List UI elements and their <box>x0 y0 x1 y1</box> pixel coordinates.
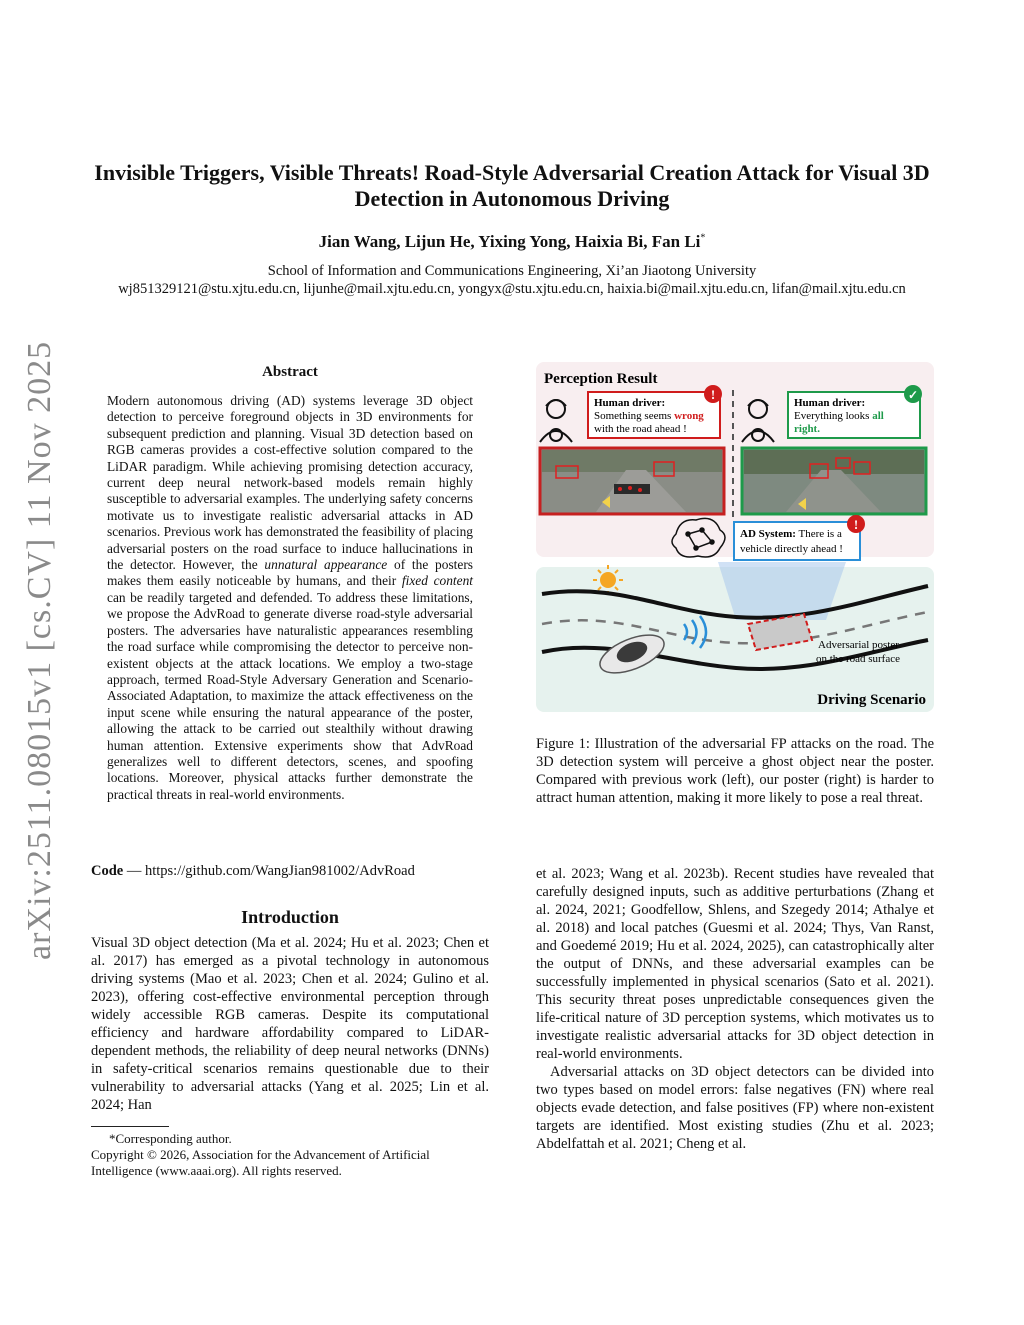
footnote-copyright: Copyright © 2026, Association for the Advancement of Artificial Intelligence (www.aaai.org). All rights reserved. <box>91 1147 430 1178</box>
abstract-part-1: Modern autonomous driving (AD) systems leverage 3D object detection to perceive foreground objects in 3D environments for subsequent prediction and planning. Visual 3D detection based on RGB cameras provides a cost-effective solution compared to the LiDAR paradigm. While achieving promising detection accuracy, current deep neural network-based models remain highly susceptible to adversarial examples. The underlying safety concerns motivate us to investigate realistic adversarial attacks in AD scenarios. Previous work has demonstrated the feasibility of placing adversarial posters on the road surface to induce hallucinations in the detector. However, the <box>107 393 473 573</box>
code-label: Code <box>91 863 124 879</box>
poster-label-line-2: on the road surface <box>816 653 900 665</box>
abstract-emphasis-2: fixed content <box>401 573 473 589</box>
right-paragraph-1: et al. 2023; Wang et al. 2023b). Recent studies have revealed that carefully designed inputs, such as additive perturbations (Zhang et al. 2024, 2021; Goodfellow, Shlens, and Szegedy 2014; Athalye et al. 2018) and local patches (Guesmi et al. 2024; Thys, Van Ranst, and Goedemé 2019; Hu et al. 2024, 2025), can catastrophically alter the output of DNNs, and these adversarial examples can be successfully implemented in physical scenarios (Sato et al. 2021). This security threat poses unpredictable consequences given the life-critical nature of 3D perception systems, which motivates us to investigate realistic adversarial attacks for 3D object detection in real-world environments. <box>536 866 934 1062</box>
left-bubble-line-1 <box>594 410 704 422</box>
footnote-corresponding: *Corresponding author. <box>109 1131 232 1146</box>
right-column-text <box>536 865 934 1185</box>
right-bubble-text: Everything looks <box>794 410 870 422</box>
right-bubble-line-1 <box>794 410 884 422</box>
right-bubble-line-2: right. <box>794 423 820 435</box>
left-driver-bubble <box>588 385 722 438</box>
footnote <box>91 1131 489 1179</box>
right-paragraph-2: Adversarial attacks on 3D object detectors can be divided into two types based on model errors: false negatives (FN) where real objects evade detection, and false positives (FP) where non-existent targets are identified. Most existing studies (Zhu et al. 2023; Abdelfattah et al. 2021; Cheng et al. <box>536 1064 934 1152</box>
footnote-rule <box>91 1126 169 1127</box>
right-bubble-all: all <box>872 410 884 422</box>
camera-image-right <box>742 448 926 514</box>
figure-1-illustration <box>536 362 934 712</box>
warning-mark-ad: ! <box>853 517 859 532</box>
ad-bubble-line-2: vehicle directly ahead ! <box>740 543 843 555</box>
abstract-part-3: can be readily targeted and defended. To address these limitations, we propose the AdvRoad to generate diverse road-style adversarial posters. The adversaries have naturalistic appearances resembling the road surface while compromising the detector to perceive non-existent objects at the attack locations. We employ a two-stage approach, termed Road-Style Adversary Generation and Scenario-Associated Adaptation, to maximize the attack effectiveness on the input scene while ensuring the natural appearance of the poster, allowing the attack to be carried out stealthily without drawing human attention. Extensive experiments show that AdvRoad generalizes well to different detectors, scenes, and spoofing locations. Moreover, physical attacks further demonstrate the practical threats in real-world environments. <box>107 589 473 802</box>
ad-system-bubble <box>734 515 865 560</box>
abstract-part-2: of the posters makes them easily noticeable by humans, and their <box>107 557 473 589</box>
code-link[interactable]: — https://github.com/WangJian981002/AdvRoad <box>123 863 415 879</box>
code-line <box>91 863 489 880</box>
right-driver-bubble <box>788 385 922 438</box>
ad-bubble-title: AD System: <box>740 528 796 540</box>
left-bubble-line-2: with the road ahead ! <box>594 423 687 435</box>
poster-label-line-1: Adversarial poster <box>818 639 899 651</box>
introduction-text: Visual 3D object detection (Ma et al. 2024; Hu et al. 2023; Chen et al. 2017) has emerged as a pivotal technology in autonomous driving systems (Mao et al. 2023; Chen et al. 2024; Gulino et al. 2023), offering cost-effective environmental perception through widely accessible RGB cameras. Despite its computational efficiency and hardware affordability compared to LiDAR-dependent methods, the reliability of deep neural networks (DNNs) in safety-critical scenarios remains questionable due to their vulnerability to adversarial attacks (Yang et al. 2025; Lin et al. 2024; Han <box>91 935 489 1113</box>
scenario-title: Driving Scenario <box>817 692 926 708</box>
abstract-emphasis-1: unnatural appearance <box>264 557 388 573</box>
perception-title: Perception Result <box>544 371 658 387</box>
camera-image-left <box>540 448 724 514</box>
author-list <box>90 232 934 252</box>
author-names: Jian Wang, Lijun He, Yixing Yong, Haixia Bi, Fan Li <box>318 232 701 251</box>
figure-1 <box>536 362 934 712</box>
warning-mark-left: ! <box>710 387 716 402</box>
affiliation: School of Information and Communications Engineering, Xi’an Jiaotong University <box>267 263 757 279</box>
check-mark-right: ✓ <box>907 388 919 402</box>
left-bubble-title: Human driver: <box>594 397 666 409</box>
left-bubble-text: Something seems <box>594 410 672 422</box>
author-emails: wj851329121@stu.xjtu.edu.cn, lijunhe@mail.xjtu.edu.cn, yongyx@stu.xjtu.edu.cn, haixia.bi@mail.xjtu.edu.cn, lifan@mail.xjtu.edu.cn <box>118 281 906 297</box>
affiliation-block <box>90 262 934 298</box>
abstract-heading: Abstract <box>262 364 318 380</box>
ad-bubble-line-1 <box>740 528 842 540</box>
paper-title: Invisible Triggers, Visible Threats! Road-Style Adversarial Creation Attack for Visual 3D Detection in Autonomous Driving <box>94 160 930 211</box>
figure-caption: Figure 1: Illustration of the adversarial FP attacks on the road. The 3D detection system will perceive a ghost object near the poster. Compared with previous work (left), our poster (right) is harder to attract human attention, making it more likely to pose a real threat. <box>536 736 934 806</box>
introduction-heading: Introduction <box>241 907 339 927</box>
right-bubble-title: Human driver: <box>794 397 866 409</box>
abstract-text <box>107 393 473 803</box>
ad-bubble-text: There is a <box>795 528 842 540</box>
corresponding-mark: * <box>700 232 706 244</box>
left-bubble-wrong: wrong <box>674 410 704 422</box>
arxiv-identifier: arXiv:2511.08015v1 [cs.CV] 11 Nov 2025 <box>21 340 58 960</box>
